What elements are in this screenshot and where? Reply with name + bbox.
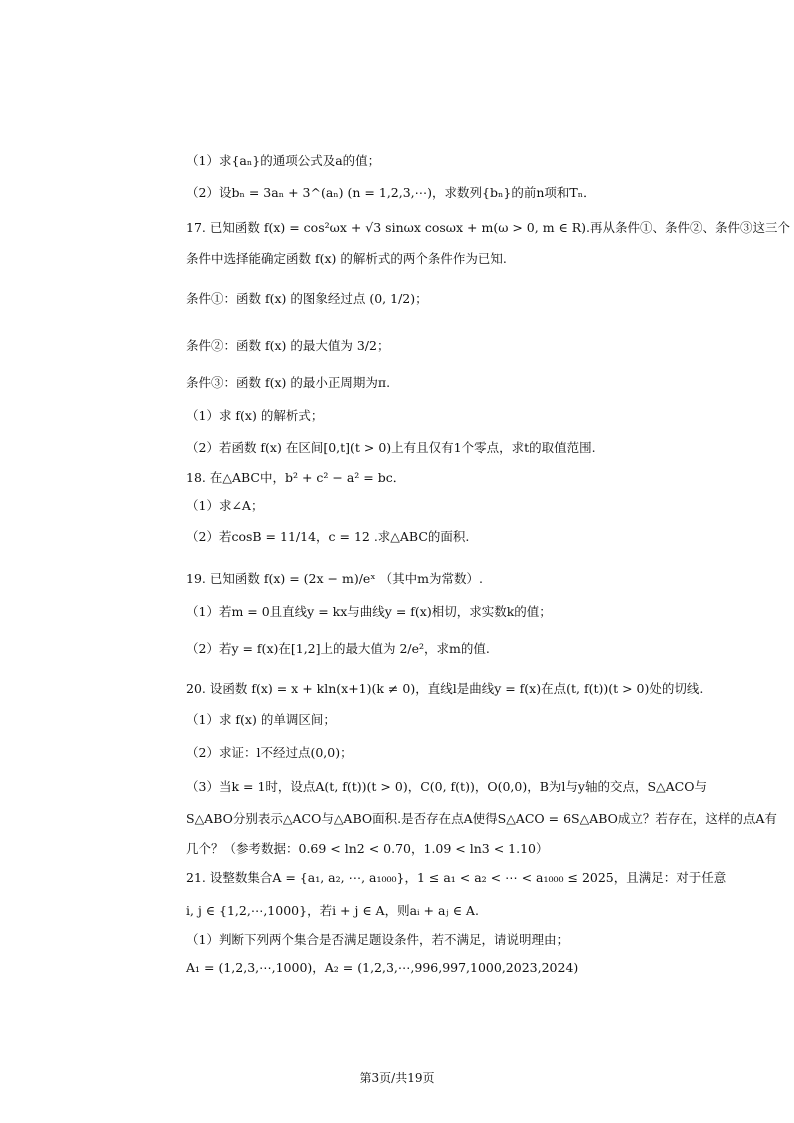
text-line: （2）若y = f(x)在[1,2]上的最大值为 2/e²，求m的值.	[186, 641, 490, 656]
condition-3: 条件③：函数 f(x) 的最小正周期为π.	[186, 375, 391, 390]
text-line: （2）求证：l不经过点(0,0)；	[186, 745, 353, 760]
text-line: 条件中选择能确定函数 f(x) 的解析式的两个条件作为已知.	[186, 251, 507, 266]
question-20-stem: 20. 设函数 f(x) = x + kln(x+1)(k ≠ 0)，直线l是曲线y = f(x)在点(t, f(t))(t > 0)处的切线.	[186, 681, 704, 696]
text-line: A₁ = (1,2,3,⋯,1000)，A₂ = (1,2,3,⋯,996,997,1000,2023,2024)	[186, 960, 579, 975]
text-line: S△ABO分别表示△ACO与△ABO面积.是否存在点A使得S△ACO = 6S△ABO成立？若存在，这样的点A有	[186, 811, 777, 826]
text-line: （1）判断下列两个集合是否满足题设条件，若不满足，请说明理由；	[186, 932, 569, 947]
text-line: 几个？（参考数据：0.69 < ln2 < 0.70，1.09 < ln3 < 1.10）	[186, 841, 549, 856]
text-line: （1）求 f(x) 的解析式；	[186, 408, 324, 423]
text-line: （1）若m = 0且直线y = kx与曲线y = f(x)相切，求实数k的值；	[186, 604, 552, 619]
condition-2: 条件②：函数 f(x) 的最大值为 3/2；	[186, 338, 390, 353]
question-18-stem: 18. 在△ABC中，b² + c² − a² = bc．	[186, 470, 406, 485]
text-line: （2）若函数 f(x) 在区间[0,t](t > 0)上有且仅有1个零点，求t的取值范围.	[186, 440, 596, 455]
text-line: （2）若cosB = 11/14，c = 12 .求△ABC的面积.	[186, 529, 470, 544]
text-line: i, j ∈ {1,2,⋯,1000}，若i + j ∈ A，则aᵢ + aⱼ ∈ A.	[186, 903, 479, 918]
text-line: （1）求∠A；	[186, 498, 264, 513]
text-line: （1）求{aₙ}的通项公式及a的值；	[186, 153, 381, 168]
question-19-stem: 19. 已知函数 f(x) = (2x − m)/eˣ （其中m为常数）.	[186, 571, 483, 586]
text-line: （1）求 f(x) 的单调区间；	[186, 712, 336, 727]
page-footer: 第3页/共19页	[359, 1071, 435, 1085]
text-line: （2）设bₙ = 3aₙ + 3^(aₙ) (n = 1,2,3,⋯)，求数列{bₙ}的前n项和Tₙ．	[186, 185, 596, 200]
question-17-stem: 17. 已知函数 f(x) = cos²ωx + √3 sinωx cosωx + m(ω > 0, m ∈ R).再从条件①、条件②、条件③这三个	[186, 220, 791, 235]
condition-1: 条件①：函数 f(x) 的图象经过点 (0, 1/2)；	[186, 291, 428, 306]
text-line: （3）当k = 1时，设点A(t, f(t))(t > 0)，C(0, f(t))，O(0,0)，B为l与y轴的交点，S△ACO与	[186, 779, 707, 794]
question-21-stem: 21. 设整数集合A = {a₁, a₂, ⋯, a₁₀₀₀}，1 ≤ a₁ < a₂ < ⋯ < a₁₀₀₀ ≤ 2025，且满足：对于任意	[186, 870, 727, 885]
